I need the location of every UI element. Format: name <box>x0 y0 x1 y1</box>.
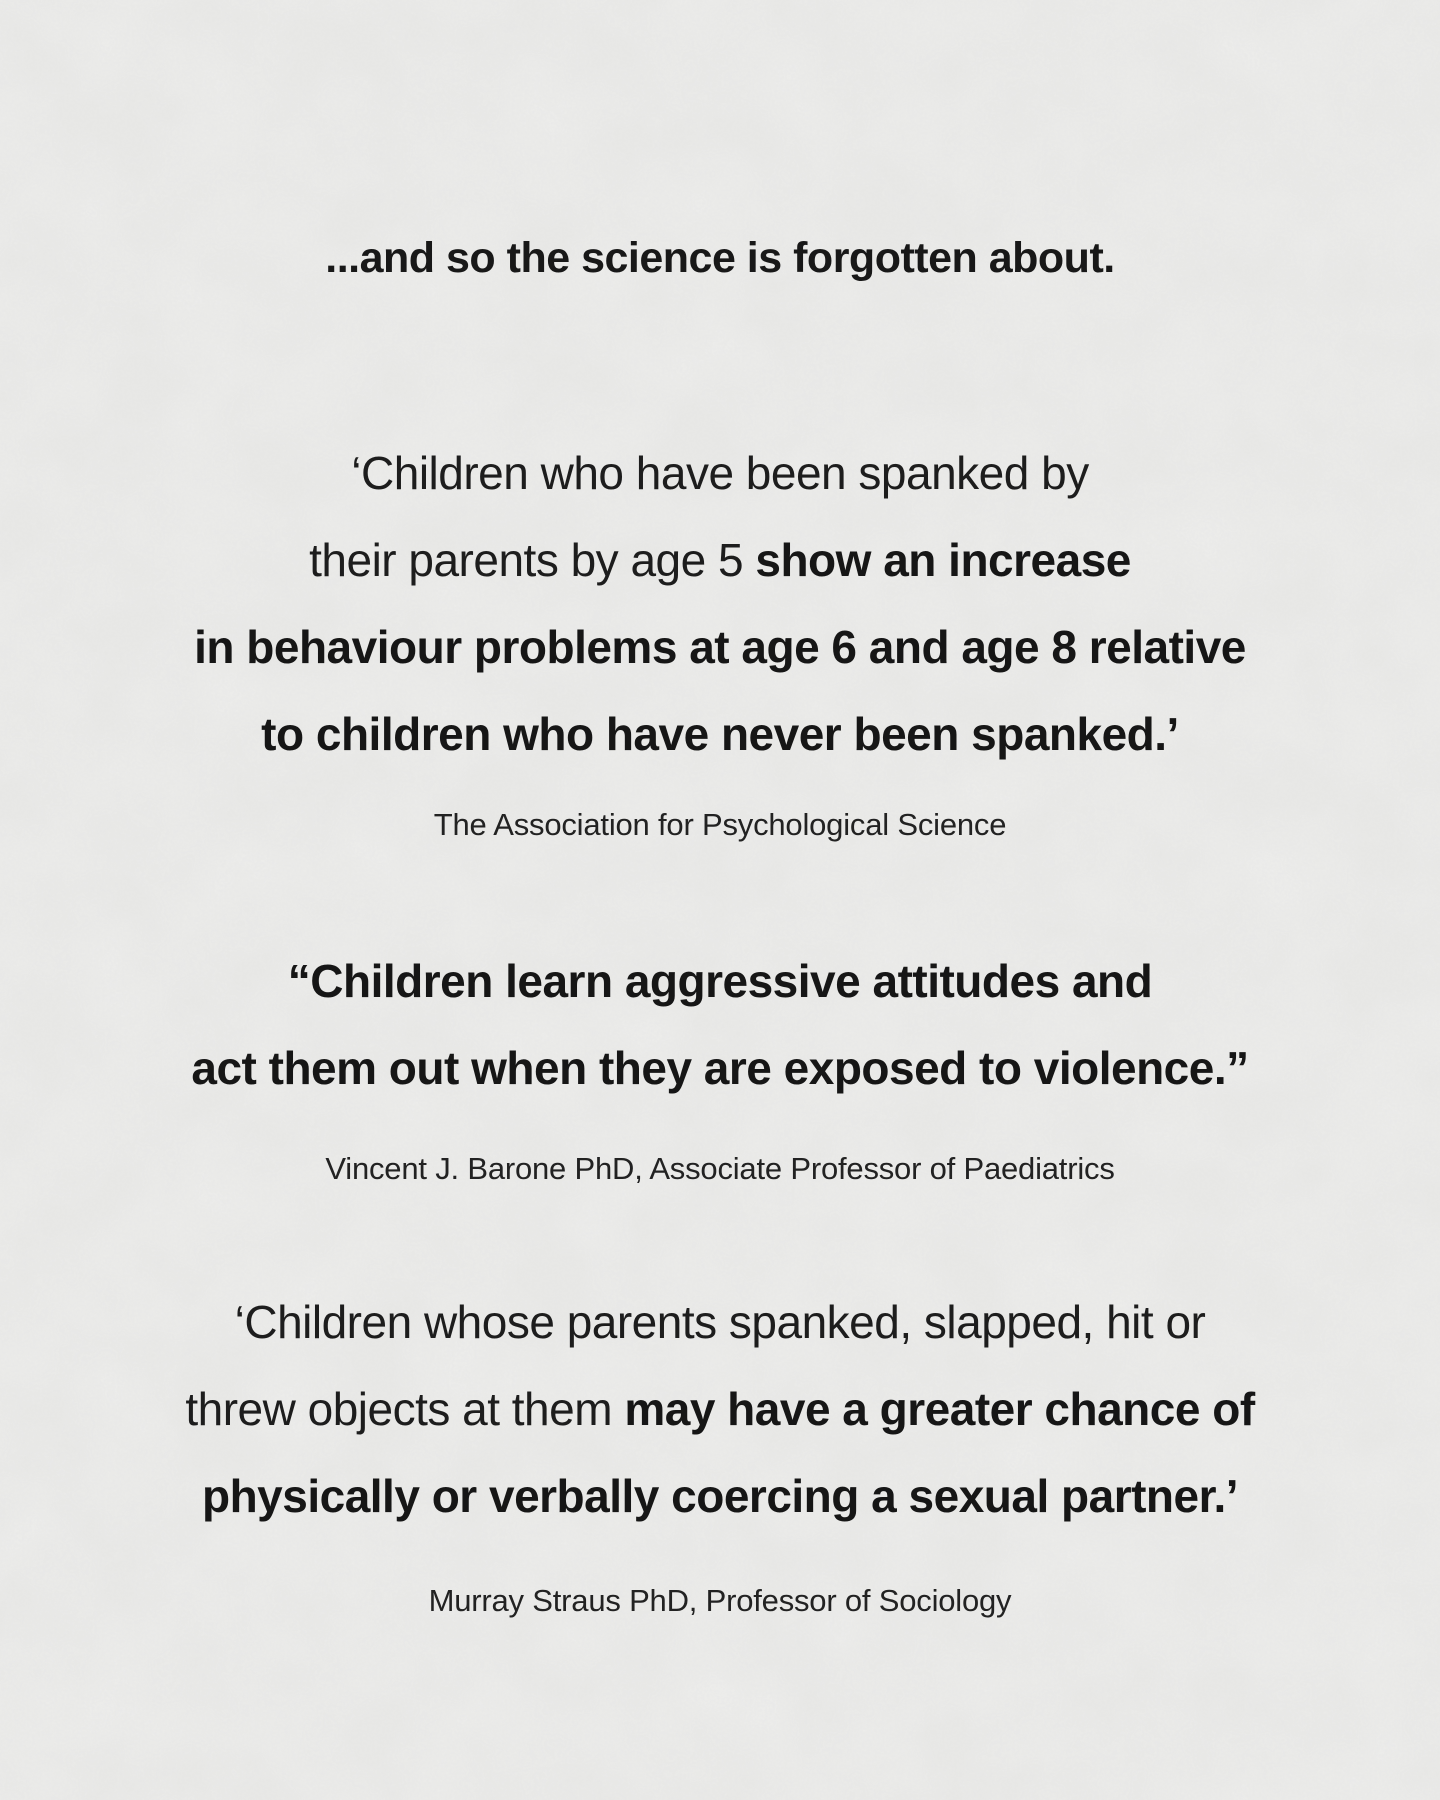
quote-block-aps <box>0 430 1440 843</box>
quote-line <box>194 621 1246 673</box>
quote-line <box>185 1383 1254 1435</box>
quote-segment-bold: “Children learn aggressive attitudes and <box>287 955 1153 1007</box>
page-title: ...and so the science is forgotten about. <box>325 234 1115 282</box>
quote-segment-bold: physically or verbally coercing a sexual partner.’ <box>201 1470 1239 1522</box>
quote-line <box>351 447 1088 499</box>
quote-line <box>191 1042 1248 1094</box>
quote-attribution: The Association for Psychological Science <box>433 807 1007 842</box>
quote-line <box>261 708 1179 760</box>
quote-segment-bold: act them out when they are exposed to violence.” <box>191 1042 1249 1094</box>
quote-text <box>0 430 1440 778</box>
quote-line <box>288 955 1152 1007</box>
quote-block-straus <box>0 1279 1440 1619</box>
quote-line <box>202 1470 1238 1522</box>
quote-line <box>235 1296 1206 1348</box>
quote-segment: threw objects at them <box>185 1383 625 1435</box>
quote-segment-bold: in behaviour problems at age 6 and age 8 relative <box>194 621 1246 673</box>
quote-segment: ‘Children who have been spanked by <box>351 447 1089 499</box>
quote-text <box>0 1279 1440 1540</box>
quote-block-barone <box>0 938 1440 1187</box>
quote-segment-bold: to children who have never been spanked.’ <box>261 708 1179 760</box>
quote-attribution: Murray Straus PhD, Professor of Sociology <box>428 1583 1012 1618</box>
quote-attribution: Vincent J. Barone PhD, Associate Professor of Paediatrics <box>325 1151 1115 1186</box>
quote-segment-bold: may have a greater chance of <box>624 1383 1255 1435</box>
quote-segment: ‘Children whose parents spanked, slapped, hit or <box>234 1296 1206 1348</box>
quote-segment: their parents by age 5 <box>309 534 756 586</box>
quote-line <box>309 534 1131 586</box>
quote-segment-bold: show an increase <box>755 534 1131 586</box>
quote-text <box>0 938 1440 1112</box>
